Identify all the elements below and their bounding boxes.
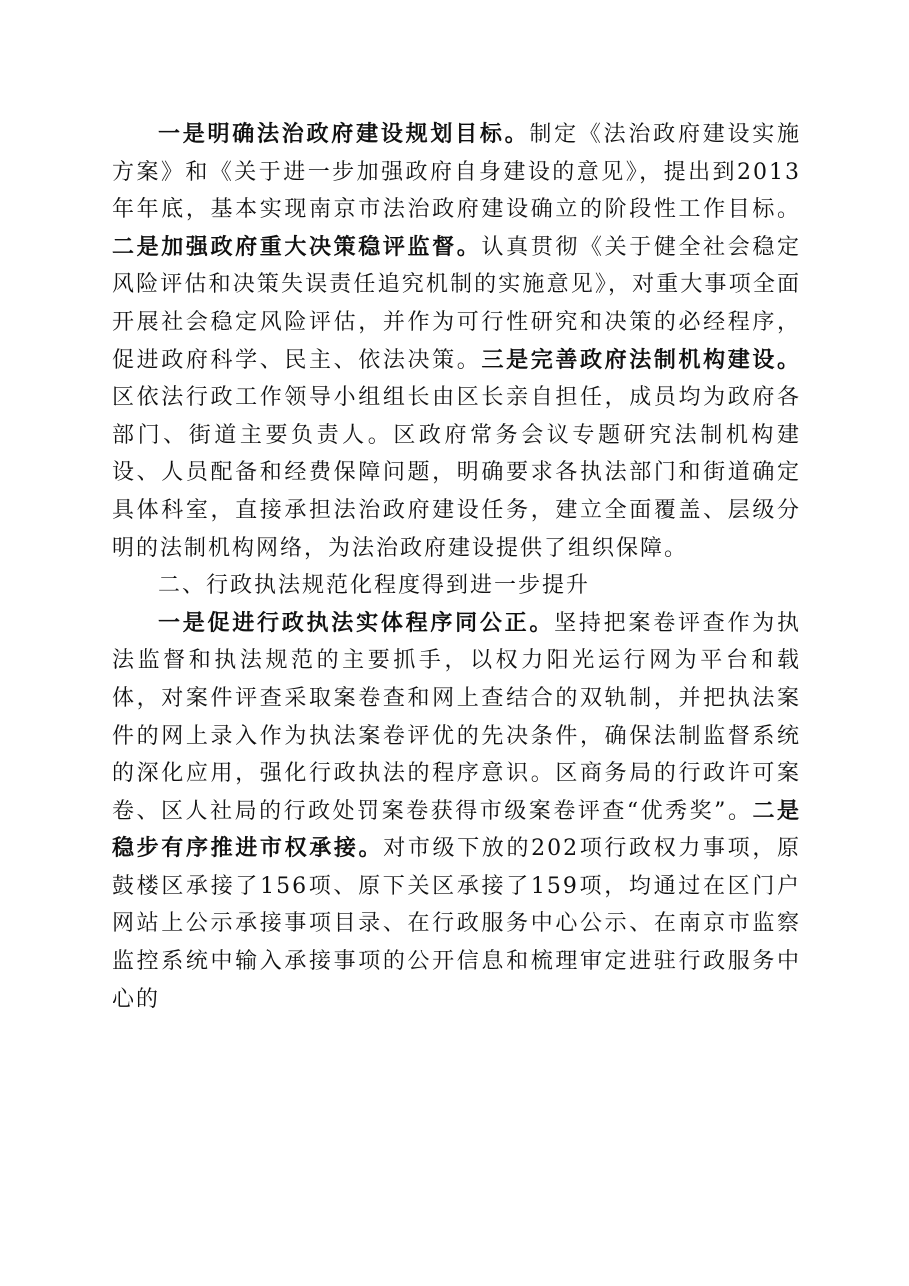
body-text: 对市级下放的202项行政权力事项，原鼓楼区承接了156项、原下关区承接了159项，均通过在区门户网站上公示承接事项目录、在行政服务中心公示、在南京市监察监控系统中输入承接事项的公开信息和梳理审定进驻行政服务中心的 xyxy=(112,836,801,1012)
bold-lead-2: 二是加强政府重大决策稳评监督。 xyxy=(112,233,482,260)
bold-lead-5: 二是稳步有序推进市权承接。 xyxy=(112,797,801,862)
bold-lead-3: 三是完善政府法制机构建设。 xyxy=(481,346,801,373)
body-text: 区依法行政工作领导小组组长由区长亲自担任，成员均为政府各部门、街道主要负责人。区政府常务会议专题研究法制机构建设、人员配备和经费保障问题，明确要求各执法部门和街道确定具体科室，直接承担法治政府建设任务，建立全面覆盖、层级分明的法制机构网络，为法治政府建设提供了组织保障。 xyxy=(112,385,801,561)
section-heading-text: 二、行政执法规范化程度得到进一步提升 xyxy=(158,573,591,599)
body-text: 坚持把案卷评查作为执法监督和执法规范的主要抓手，以权力阳光运行网为平台和载体，对案件评查采取案卷查和网上查结合的双轨制，并把执法案件的网上录入作为执法案卷评优的先决条件，确保法制监督系统的深化应用，强化行政执法的程序意识。区商务局的行政许可案卷、区人社局的行政处罚案卷获得市级案卷评查“优秀奖”。 xyxy=(112,610,801,824)
body-paragraph-1 xyxy=(112,116,801,567)
bold-lead-1: 一是明确法治政府建设规划目标。 xyxy=(158,121,530,147)
body-paragraph-2 xyxy=(112,605,801,1019)
body-text: 认真贯彻《关于健全社会稳定风险评估和决策失误责任追究机制的实施意见》，对重大事项全面开展社会稳定风险评估，并作为可行性研究和决策的必经程序，促进政府科学、民主、依法决策。 xyxy=(112,234,801,373)
bold-lead-4: 一是促进行政执法实体程序同公正。 xyxy=(158,609,555,636)
section-heading xyxy=(112,567,801,605)
body-text: 制定《法治政府建设实施方案》和《关于进一步加强政府自身建设的意见》，提出到2013年年底，基本实现南京市法治政府建设确立的阶段性工作目标。 xyxy=(112,122,801,223)
